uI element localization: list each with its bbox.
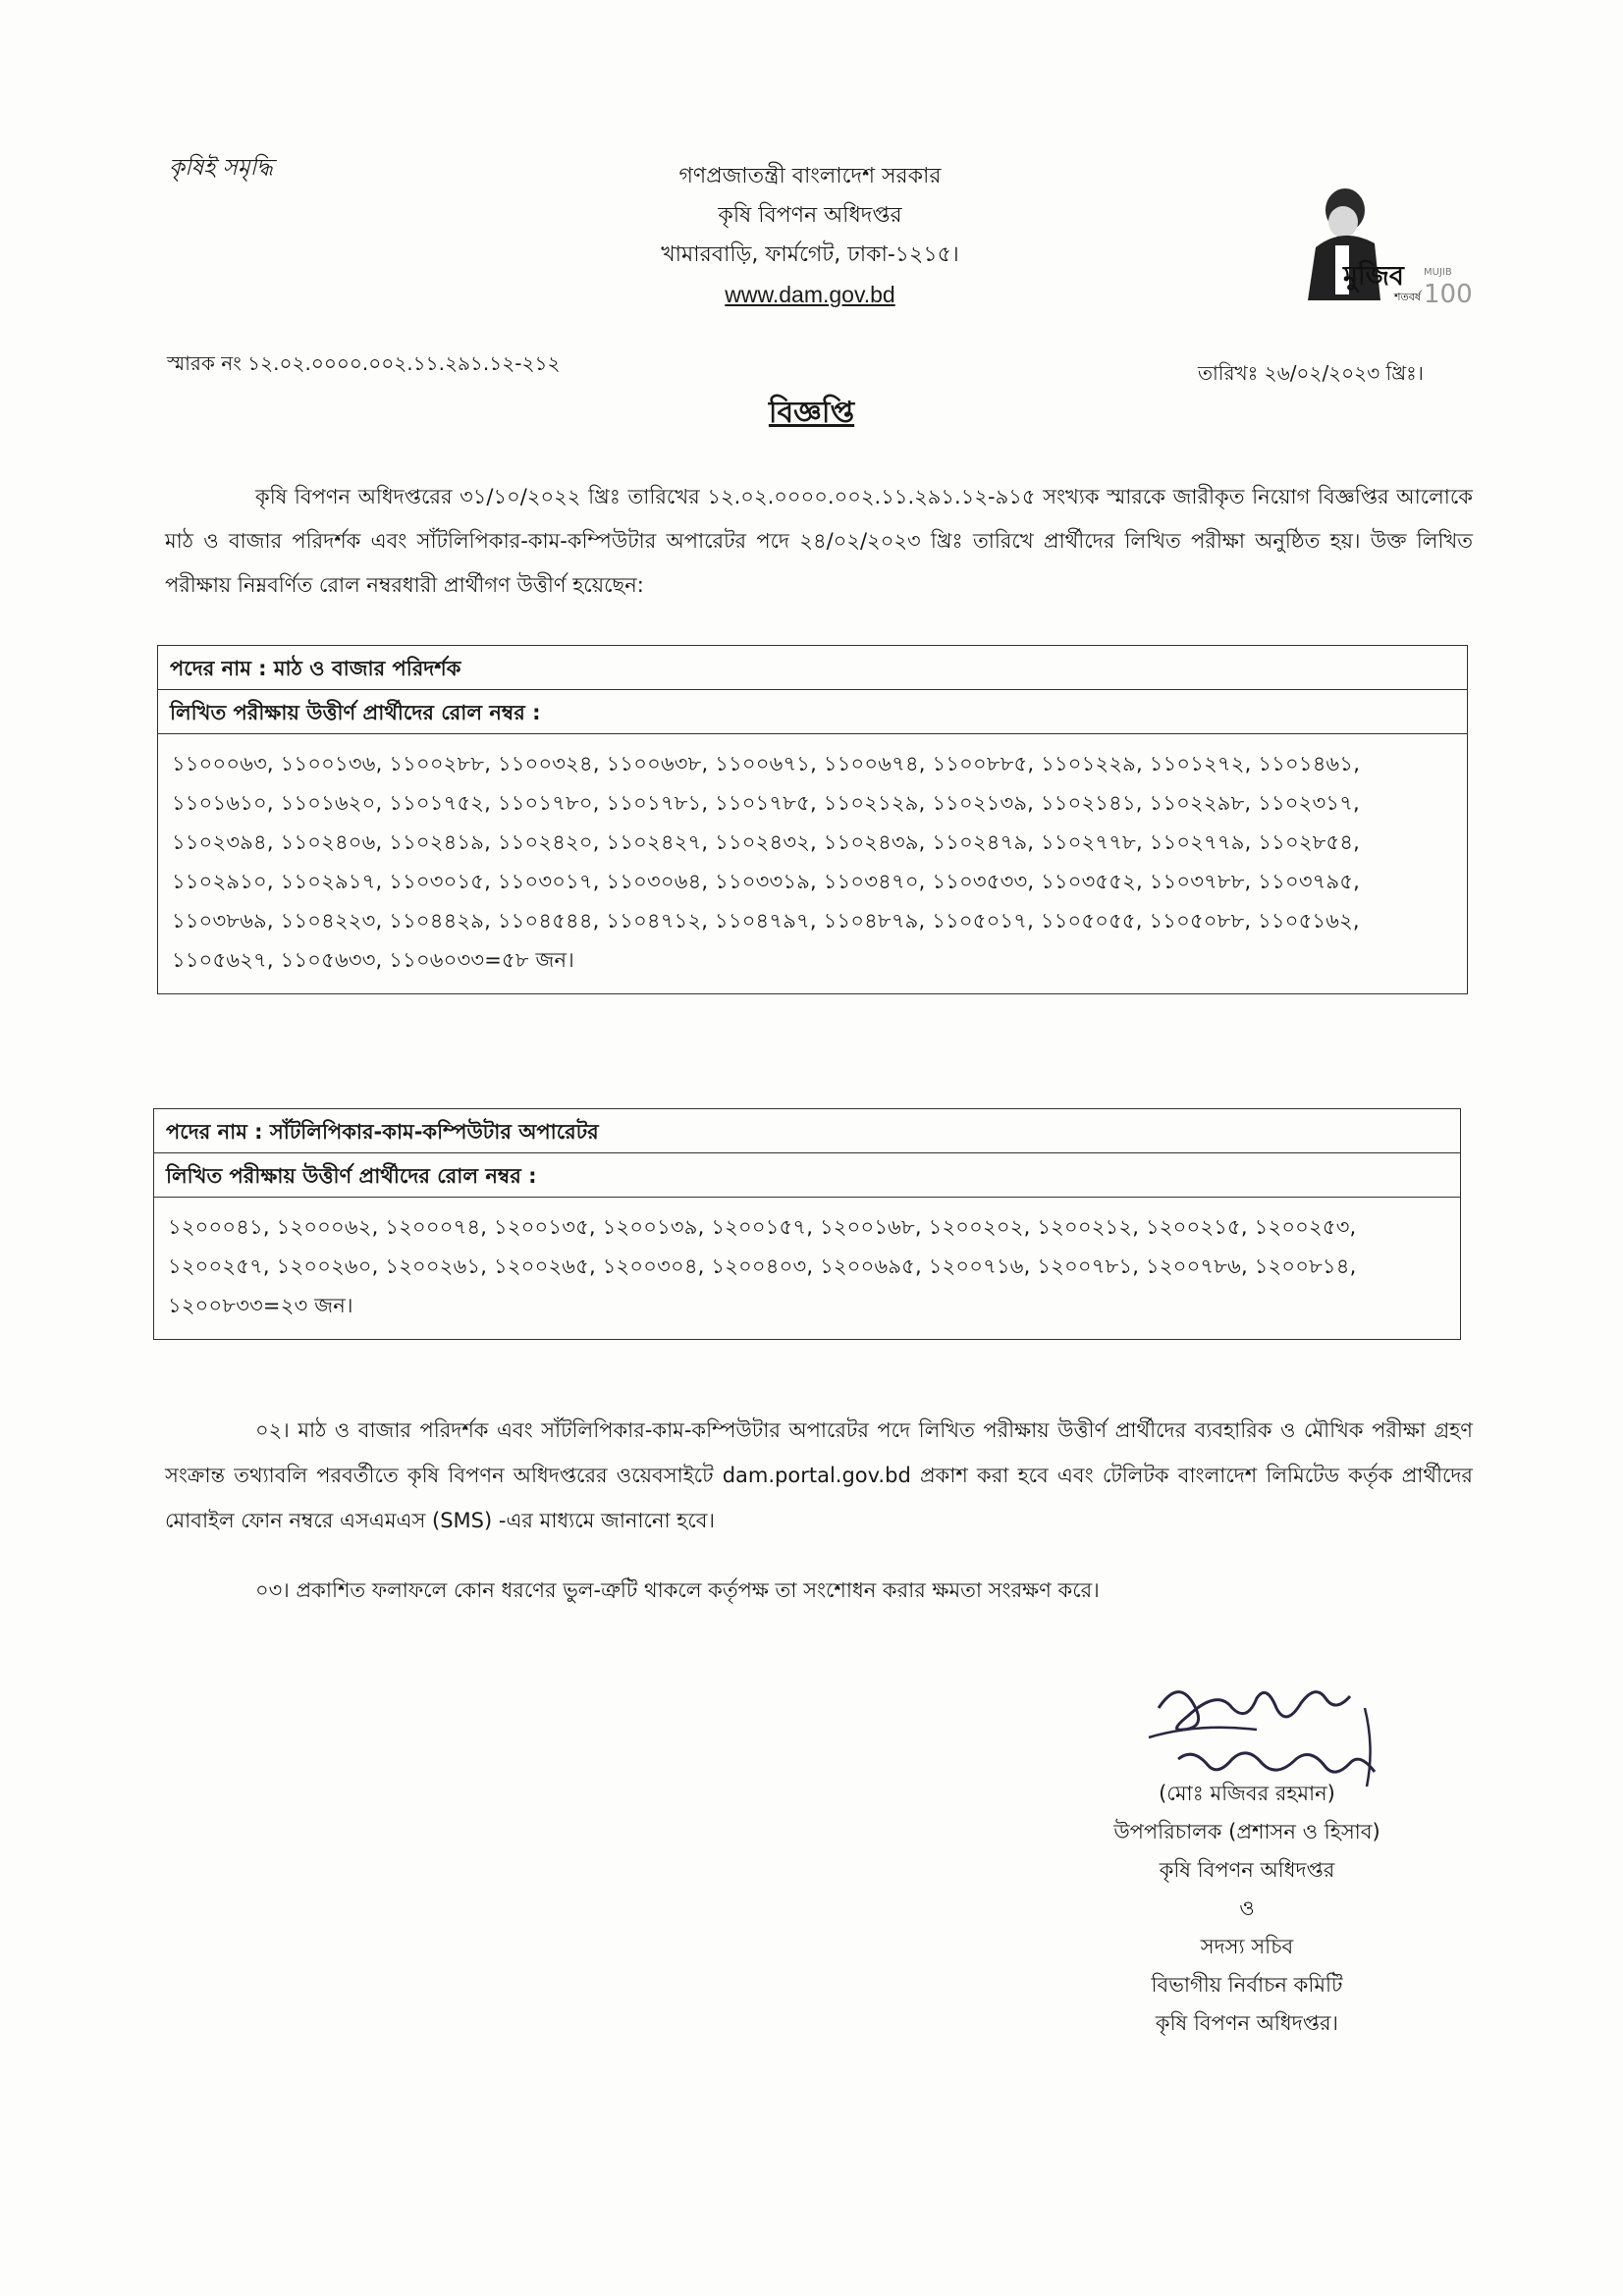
signatory-name: (মোঃ মজিবর রহমান) [1159,1782,1335,1805]
roll-list: ১২০০০৪১, ১২০০০৬২, ১২০০০৭৪, ১২০০১৩৫, ১২০০১৩৯, ১২০০১৫৭, ১২০০১৬৮, ১২০০২০২, ১২০০২১২, ১২০০২১৫, ১২০০২৫৩, ১২০০২৫৭, ১২০০২৬০, ১২০০২৬১, ১২০০২৬৫, ১২০০৩০৪, ১২০০৪০৩, ১২০০৬৯৫, ১২০০৭১৬, ১২০০৭৮১, ১২০০৭৮৬, ১২০০৮১৪, ১২০০৮৩৩=২৩ জন। [168,1215,1357,1317]
signatory-office-2: কৃষি বিপণন অধিদপ্তর। [1155,2011,1339,2035]
signatory-role: সদস্য সচিব [1200,1935,1294,1958]
signatory-committee: বিভাগীয় নির্বাচন কমিটি [1151,1973,1343,1997]
slogan: কৃষিই সমৃদ্ধি [169,155,274,181]
intro-paragraph: কৃষি বিপণন অধিদপ্তরের ৩১/১০/২০২২ খ্রিঃ তারিখের ১২.০২.০০০০.০০২.১১.২৯১.১২-৯১৫ সংখ্যক স্মারকে জারীকৃত নিয়োগ বিজ্ঞপ্তির আলোকে মাঠ ও বাজার পরিদর্শক এবং সাঁটলিপিকার-কাম-কম্পিউটার অপারেটর পদে ২৪/০২/২০২৩ খ্রিঃ তারিখে প্রার্থীদের লিখিত পরীক্ষা অনুষ্ঠিত হয়। উক্ত লিখিত পরীক্ষায় নিম্নবর্ণিত রোল নম্বরধারী প্রার্থীগণ উত্তীর্ণ হয়েছেন: [165,485,1473,597]
letterhead [511,157,1109,314]
logo-sub-text: শতবর্ষ [1394,291,1421,303]
memo-number: স্মারক নং ১২.০২.০০০০.০০২.১১.২৯১.১২-২১২ [167,351,561,375]
department-name: কৃষি বিপণন অধিদপ্তর [718,203,902,228]
logo-mujib-text: মুজিব [1343,261,1404,292]
result-box-stenographer [153,1108,1461,1340]
logo-100: 100 [1424,280,1473,306]
post-name: পদের নাম : সাঁটলিপিকার-কাম-কম্পিউটার অপারেটর [154,1109,1460,1153]
website-link[interactable]: www.dam.gov.bd [725,282,895,307]
roll-list: ১১০০০৬৩, ১১০০১৩৬, ১১০০২৮৮, ১১০০৩২৪, ১১০০৬৩৮, ১১০০৬৭১, ১১০০৬৭৪, ১১০০৮৮৫, ১১০১২২৯, ১১০১২৭২, ১১০১৪৬১, ১১০১৬১০, ১১০১৬২০, ১১০১৭৫২, ১১০১৭৮০, ১১০১৭৮১, ১১০১৭৮৫, ১১০২১২৯, ১১০২১৩৯, ১১০২১৪১, ১১০২২৯৮, ১১০২৩১৭, ১১০২৩৯৪, ১১০২৪০৬, ১১০২৪১৯, ১১০২৪২০, ১১০২৪২৭, ১১০২৪৩২, ১১০২৪৩৯, ১১০২৪৭৯, ১১০২৭৭৮, ১১০২৭৭৯, ১১০২৮৫৪, ১১০২৯১০, ১১০২৯১৭, ১১০৩০১৫, ১১০৩০১৭, ১১০৩০৬৪, ১১০৩৩১৯, ১১০৩৪৭০, ১১০৩৫৩৩, ১১০৩৫৫২, ১১০৩৭৮৮, ১১০৩৭৯৫, ১১০৩৮৬৯, ১১০৪২২৩, ১১০৪৪২৯, ১১০৪৫৪৪, ১১০৪৭১২, ১১০৪৭৯৭, ১১০৪৮৭৯, ১১০৫০১৭, ১১০৫০৫৫, ১১০৫০৮৮, ১১০৫১৬২, ১১০৫৬২৭, ১১০৫৬৩৩, ১১০৬০৩৩=৫৮ জন। [172,752,1361,972]
notice-title-text: বিজ্ঞপ্তি [768,396,855,430]
issue-date: তারিখঃ ২৬/০২/২০২৩ খ্রিঃ। [1198,361,1424,385]
post-name: পদের নাম : মাঠ ও বাজার পরিদর্শক [158,646,1467,690]
department-address: খামারবাড়ি, ফার্মগেট, ঢাকা-১২১৫। [661,242,959,267]
signatory-and: ও [1239,1896,1255,1920]
signatory-office: কৃষি বিপণন অধিদপ্তর [1159,1858,1335,1882]
paragraph-03: ০৩। প্রকাশিত ফলাফলে কোন ধরণের ভুল-ত্রুটি থাকলে কর্তৃপক্ষ তা সংশোধন করার ক্ষমতা সংরক্ষণ করে। [255,1578,1100,1602]
paragraph-02: ০২। মাঠ ও বাজার পরিদর্শক এবং সাঁটলিপিকার-কাম-কম্পিউটার অপারেটর পদে লিখিত পরীক্ষায় উত্তীর্ণ প্রার্থীদের ব্যবহারিক ও মৌখিক পরীক্ষা গ্রহণ সংক্রান্ত তথ্যাবলি পরবর্তীতে কৃষি বিপণন অধিদপ্তরের ওয়েবসাইটে dam.portal.gov.bd প্রকাশ করা হবে এবং টেলিটক বাংলাদেশ লিমিটেড কর্তৃক প্রার্থীদের মোবাইল ফোন নম্বরে এসএমএস (SMS) -এর মাধ্যমে জানানো হবে। [165,1418,1473,1532]
signature-block [1021,1775,1473,2043]
notice-title [0,389,1623,439]
result-box-field-inspector [157,645,1468,994]
signatory-designation: উপপরিচালক (প্রশাসন ও হিসাব) [1113,1820,1380,1843]
roll-label: লিখিত পরীক্ষায় উত্তীর্ণ প্রার্থীদের রোল নম্বর : [154,1153,1460,1198]
logo-mujib-latin: MUJIB [1424,267,1452,278]
govt-name: গণপ্রজাতন্ত্রী বাংলাদেশ সরকার [678,164,942,188]
mujib-borsho-logo [1286,179,1483,306]
roll-label: লিখিত পরীক্ষায় উত্তীর্ণ প্রার্থীদের রোল নম্বর : [158,690,1467,734]
